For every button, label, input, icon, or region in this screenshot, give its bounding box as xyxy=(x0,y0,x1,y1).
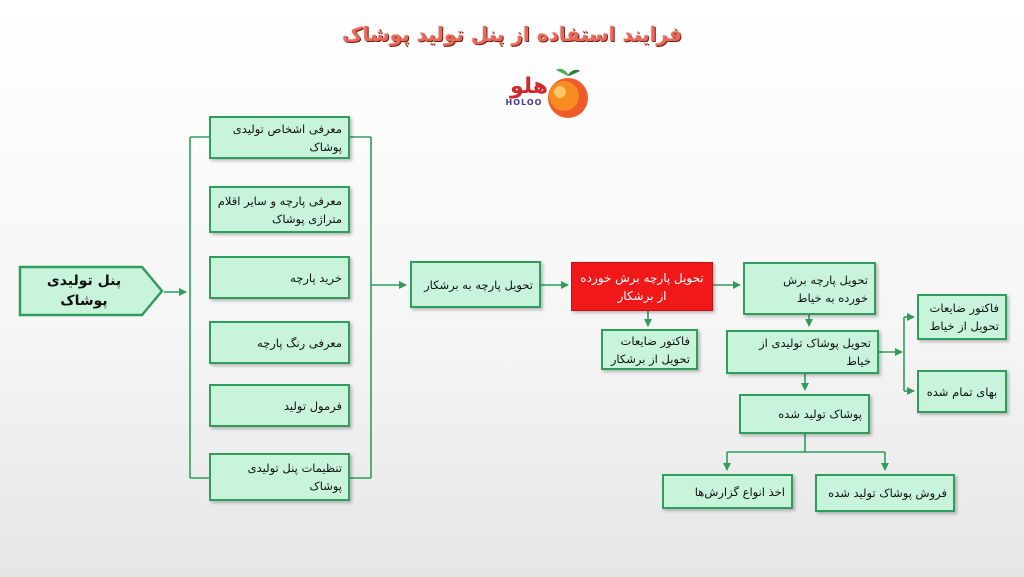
setup-box-purchase-label: خرید پارچه xyxy=(290,270,342,285)
setup-box-purchase xyxy=(209,256,350,299)
start-node-label: پنل تولیدی پوشاک xyxy=(46,273,122,309)
deliver-to-cutter-label: تحویل پارچه به برشکار xyxy=(424,277,533,292)
produced-label: پوشاک تولید شده xyxy=(778,407,862,421)
from-tailor-label: تحویل پوشاک تولیدی از خیاط xyxy=(759,336,871,368)
logo-brand-text: هلو xyxy=(509,74,548,99)
from-tailor-box xyxy=(726,330,879,374)
cut-from-cutter-label: تحویل پارچه برش خورده از برشکار xyxy=(580,270,704,303)
sales-box xyxy=(815,474,955,512)
tailor-waste-box xyxy=(917,294,1007,340)
setup-box-settings xyxy=(209,453,350,501)
sales-label: فروش پوشاک تولید شده xyxy=(828,486,947,500)
reports-box xyxy=(662,474,793,509)
setup-box-colors xyxy=(209,321,350,364)
diagram-title: فرایند استفاده از پنل تولید پوشاک xyxy=(342,22,682,46)
reports-label: اخذ انواع گزارش‌ها xyxy=(694,484,785,499)
produced-box xyxy=(739,394,870,434)
tailor-waste-label: فاکتور ضایعات تحویل از خیاط xyxy=(929,301,999,333)
setup-box-fabrics xyxy=(209,186,350,233)
deliver-to-cutter-box xyxy=(410,261,541,308)
start-node xyxy=(18,265,164,317)
setup-box-persons xyxy=(209,116,350,159)
cutter-waste-box xyxy=(601,329,698,370)
setup-box-fabrics-label: معرفی پارچه و سایر اقلام متراژی پوشاک xyxy=(217,193,342,226)
cut-from-cutter-box xyxy=(571,262,713,311)
setup-box-formula xyxy=(209,384,350,427)
cut-to-tailor-box xyxy=(743,262,876,315)
setup-box-settings-label: تنظیمات پنل تولیدی پوشاک xyxy=(247,461,342,493)
logo-sub-text: HOLOO xyxy=(505,98,543,107)
setup-box-persons-label: معرفی اشخاص تولیدی پوشاک xyxy=(232,121,342,154)
finished-cost-box xyxy=(917,370,1007,413)
setup-box-formula-label: فرمول تولید xyxy=(283,398,342,413)
finished-cost-label: بهای تمام شده xyxy=(926,384,998,399)
cut-to-tailor-label: تحویل پارچه برش خورده به خیاط xyxy=(783,272,868,305)
cutter-waste-label: فاکتور ضایعات تحویل از برشکار xyxy=(610,333,690,366)
setup-box-colors-label: معرفی رنگ پارچه xyxy=(256,335,342,350)
